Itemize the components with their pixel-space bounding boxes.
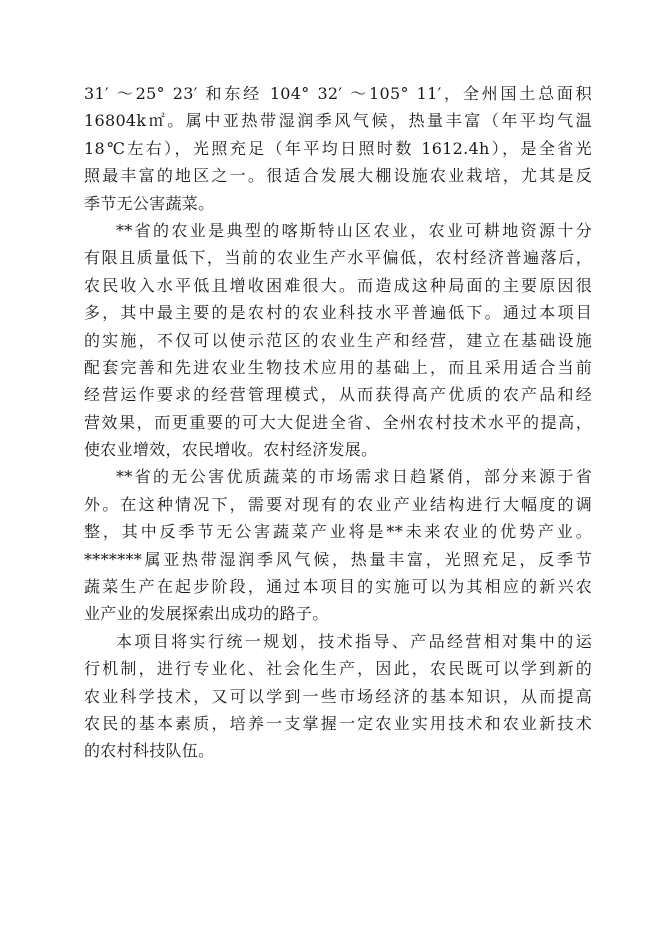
text-line: 经营运作要求的经营管理模式，从而获得高产优质的农产品和经 [84, 385, 592, 405]
text-line: **省的农业是典型的喀斯特山区农业，农业可耕地资源十分 [116, 220, 592, 240]
text-line: 有限且质量低下，当前的农业生产水平偏低，农村经济普遍落后， [84, 248, 592, 268]
text-line: 营效果，而更重要的可大大促进全省、全州农村技术水平的提高， [84, 412, 592, 432]
text-line: 整，其中反季节无公害蔬菜产业将是**未来农业的优势产业。 [84, 522, 592, 542]
text-line: 业产业的发展探索出成功的路子。 [84, 604, 329, 624]
text-line: 16804k㎡。属中亚热带湿润季风气候，热量丰富（年平均气温 [84, 111, 592, 131]
text-line: 农业科学技术，又可以学到一些市场经济的基本知识，从而提高 [84, 686, 592, 706]
document-body [84, 80, 592, 765]
text-line: 配套完善和先进农业生物技术应用的基础上，而且采用适合当前 [84, 357, 592, 377]
text-line: 季节无公害蔬菜。 [84, 193, 215, 213]
text-line: 18℃左右），光照充足（年平均日照时数 1612.4h），是全省光 [84, 138, 592, 158]
text-line: 使农业增效，农民增收。农村经济发展。 [84, 440, 378, 460]
text-line: 蔬菜生产在起步阶段，通过本项目的实施可以为其相应的新兴农 [84, 577, 592, 597]
text-line: 农民的基本素质，培养一支掌握一定农业实用技术和农业新技术 [84, 713, 592, 733]
text-line: 的农村科技队伍。 [84, 741, 215, 761]
text-line: *******属亚热带湿润季风气候，热量丰富，光照充足，反季节 [84, 549, 592, 569]
paragraph [84, 628, 592, 765]
paragraph [84, 463, 592, 627]
text-line: 照最丰富的地区之一。很适合发展大棚设施农业栽培，尤其是反 [84, 166, 592, 186]
text-line: 本项目将实行统一规划，技术指导、产品经营相对集中的运 [116, 631, 592, 651]
text-line: 多，其中最主要的是农村的农业科技水平普遍低下。通过本项目 [84, 303, 592, 323]
paragraph [84, 217, 592, 464]
paragraph [84, 80, 592, 217]
text-line: 的实施，不仅可以使示范区的农业生产和经营，建立在基础设施 [84, 330, 592, 350]
text-line: 行机制，进行专业化、社会化生产，因此，农民既可以学到新的 [84, 659, 592, 679]
text-line: 外。在这种情况下，需要对现有的农业产业结构进行大幅度的调 [84, 494, 592, 514]
text-line: **省的无公害优质蔬菜的市场需求日趋紧俏，部分来源于省 [116, 467, 592, 487]
text-line: 农民收入水平低且增收困难很大。而造成这种局面的主要原因很 [84, 275, 592, 295]
text-line: 31′ ～25° 23′ 和东经 104° 32′ ～105° 11′，全州国土总面积 [84, 84, 592, 103]
